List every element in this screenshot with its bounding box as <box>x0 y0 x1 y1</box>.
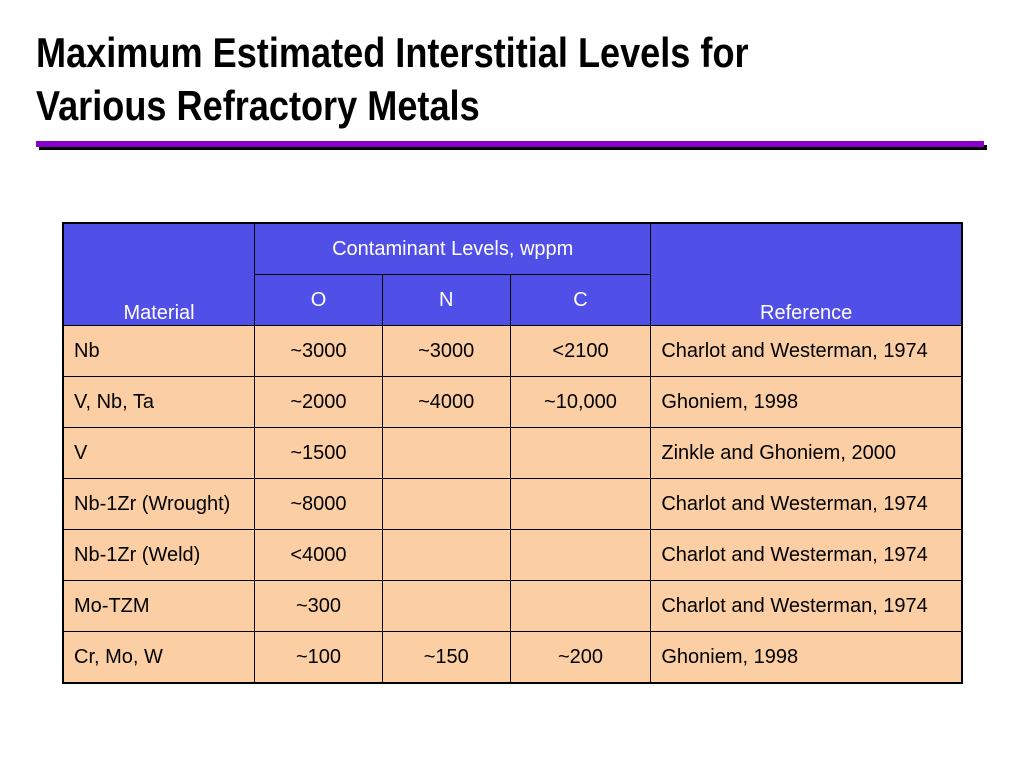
cell-o: ~2000 <box>255 377 383 428</box>
header-reference: Reference <box>651 223 962 326</box>
cell-o: ~100 <box>255 632 383 684</box>
slide-title <box>36 26 844 132</box>
table-row <box>63 479 962 530</box>
cell-n <box>382 581 510 632</box>
cell-o: ~3000 <box>255 326 383 377</box>
cell-o: ~300 <box>255 581 383 632</box>
table-row <box>63 632 962 684</box>
cell-n <box>382 428 510 479</box>
table-row <box>63 428 962 479</box>
cell-c <box>510 530 651 581</box>
cell-c: ~10,000 <box>510 377 651 428</box>
cell-material: V, Nb, Ta <box>63 377 255 428</box>
table-header-row <box>63 223 962 275</box>
cell-reference: Zinkle and Ghoniem, 2000 <box>651 428 962 479</box>
interstitial-levels-table <box>62 222 963 684</box>
cell-c <box>510 581 651 632</box>
cell-reference: Ghoniem, 1998 <box>651 377 962 428</box>
cell-material: V <box>63 428 255 479</box>
cell-material: Cr, Mo, W <box>63 632 255 684</box>
cell-material: Nb-1Zr (Weld) <box>63 530 255 581</box>
cell-reference: Charlot and Westerman, 1974 <box>651 530 962 581</box>
cell-c: <2100 <box>510 326 651 377</box>
table-row <box>63 530 962 581</box>
header-material: Material <box>63 223 255 326</box>
cell-material: Nb-1Zr (Wrought) <box>63 479 255 530</box>
table-row <box>63 326 962 377</box>
cell-o: <4000 <box>255 530 383 581</box>
cell-n <box>382 479 510 530</box>
title-rule <box>36 141 984 147</box>
header-n: N <box>382 275 510 326</box>
header-c: C <box>510 275 651 326</box>
cell-o: ~8000 <box>255 479 383 530</box>
cell-n <box>382 530 510 581</box>
cell-n: ~150 <box>382 632 510 684</box>
cell-o: ~1500 <box>255 428 383 479</box>
cell-n: ~3000 <box>382 326 510 377</box>
cell-reference: Charlot and Westerman, 1974 <box>651 479 962 530</box>
cell-c <box>510 479 651 530</box>
header-contaminant-levels: Contaminant Levels, wppm <box>255 223 651 275</box>
table-row <box>63 581 962 632</box>
table-row <box>63 377 962 428</box>
cell-reference: Charlot and Westerman, 1974 <box>651 581 962 632</box>
cell-reference: Ghoniem, 1998 <box>651 632 962 684</box>
slide-title-line-1: Maximum Estimated Interstitial Levels for <box>36 29 749 76</box>
cell-c: ~200 <box>510 632 651 684</box>
cell-material: Mo-TZM <box>63 581 255 632</box>
cell-material: Nb <box>63 326 255 377</box>
slide-title-line-2: Various Refractory Metals <box>36 82 480 129</box>
cell-n: ~4000 <box>382 377 510 428</box>
header-o: O <box>255 275 383 326</box>
cell-reference: Charlot and Westerman, 1974 <box>651 326 962 377</box>
cell-c <box>510 428 651 479</box>
